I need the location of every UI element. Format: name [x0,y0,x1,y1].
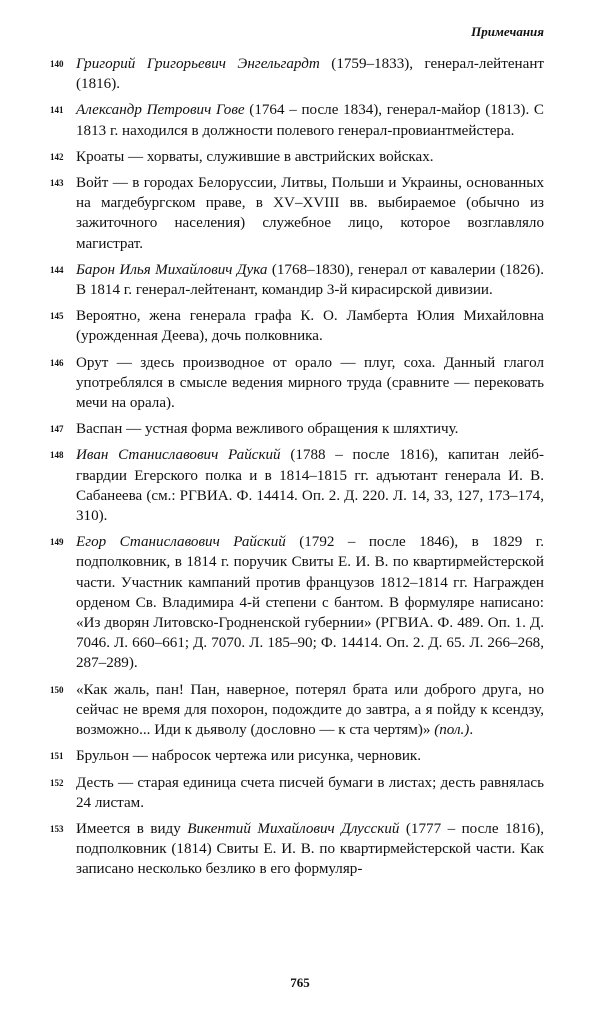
note-152 [50,773,544,813]
note-body: (1759–1833), генерал-лейтенант (1816). [76,56,544,93]
note-body: (1788 – после 1816), капитан лейб-гвардии Егерского полка и в 1814–1815 гг. адъютант генерала И. В. Сабанеева (см.: РГВИА. Ф. 14414. Оп. 2. Д. 220. Л. 14, 33, 127, 173–174, 310). [76,447,545,525]
note-body: Васпан — устная форма вежливого обращения к шляхтичу. [76,421,459,438]
note-body: Орут — здесь производное от орало — плуг, соха. Данный глагол употреблялся в смысле ведения мирного труда (сравните — перековать мечи на орала). [76,354,544,412]
note-text [76,773,544,813]
note-number: 142 [50,151,64,162]
note-text [76,819,544,880]
person-name: Григорий Григорьевич Энгельгардт [76,56,320,72]
note-body: «Как жаль, пан! Пан, наверное, потерял брата или доброго друга, но сейчас не время для похорон, подождите до завтра, а я пойду к ксендзу, возможно... Иди к дьяволу (дословно — к ста чертям)» [76,681,544,739]
note-number: 150 [50,684,64,695]
note-body: (1768–1830), генерал от кавалерии (1826). В 1814 г. генерал-лейтенант, командир 3-й кирасирской дивизии. [76,261,544,299]
note-body: (1792 – после 1846), в 1829 г. подполковник, в 1814 г. поручик Свиты Е. И. В. по квартирмейстерской части. Участник кампаний против французов 1812–1814 гг. Награжден орденом Св. Владимира 4-й степени с бантом. В формуляре написано: «Из дворян Литовско-Гродненской губернии» (РГВИА. Ф. 489. Оп. 1. Д. 7046. Л. 660–661; Д. 7070. Л. 185–90; Ф. 14414. Оп. 2. Д. 65. Л. 266–268, 287–289). [76,534,544,672]
note-number: 151 [50,751,64,762]
note-146 [50,353,544,414]
note-body: (1764 – после 1834), генерал-майор (1813). С 1813 г. находился в должности полевого генерал-провиантмейстера. [76,102,544,139]
note-153 [50,819,544,880]
note-body: Вероятно, жена генерала графа К. О. Ламберта Юлия Михайловна (урожденная Деева), дочь полковника. [76,308,544,345]
language-mark: (пол.) [434,722,470,739]
note-number: 148 [50,450,64,461]
note-147 [50,419,544,439]
note-149 [50,532,544,673]
note-number: 147 [50,424,64,435]
note-text [76,445,544,526]
note-text [76,173,544,254]
page-number: 765 [290,975,310,990]
note-text [76,260,544,300]
note-number: 146 [50,357,64,368]
note-number: 144 [50,264,64,275]
person-name: Викентий Михайлович Длусский [187,820,400,837]
note-text [76,419,544,439]
note-151 [50,746,544,766]
note-number: 152 [50,777,64,788]
note-141 [50,100,544,140]
note-text [76,353,544,414]
person-name: Иван Станиславович Райский [76,447,281,464]
note-number: 141 [50,105,64,116]
note-145 [50,306,544,346]
note-text [76,306,544,346]
person-name: Барон Илья Михайлович Дука [76,261,268,278]
note-body: Имеется в виду [76,820,188,837]
note-number: 140 [50,59,64,69]
note-body: Брульон — набросок чертежа или рисунка, черновик. [76,748,422,765]
note-tail: . [469,722,474,739]
note-148 [50,445,544,526]
note-body: Кроаты — хорваты, служившие в австрийских войсках. [76,148,434,165]
note-140 [50,54,544,94]
note-number: 149 [50,537,64,548]
note-body: Десть — старая единица счета писчей бумаги в листах; десть равнялась 24 листам. [76,774,544,811]
note-text [76,54,544,94]
note-body: Войт — в городах Белоруссии, Литвы, Польши и Украины, основанных на магдебургском праве, в XV–XVIII вв. выбираемое (обычно из зажиточного населения) служебное лицо, которое возглавляло магистрат. [76,175,544,252]
person-name: Егор Станиславович Райский [76,534,286,551]
note-150 [50,680,544,741]
person-name: Александр Петрович Гове [76,102,245,119]
note-text [76,100,544,140]
note-tail: (1777 – после 1816), подполковник (1814) Свиты Е. И. В. по квартирмейстерской части. Как записано несколько безлико в его формуляр- [76,820,545,878]
note-text [76,147,544,167]
note-number: 145 [50,311,64,322]
note-144 [50,260,544,300]
note-number: 143 [50,178,64,189]
note-142 [50,147,544,167]
note-text [76,680,544,741]
note-text [76,532,544,673]
running-head: Примечания [471,24,544,39]
note-143 [50,173,544,254]
note-text [76,746,544,766]
note-number: 153 [50,823,64,834]
